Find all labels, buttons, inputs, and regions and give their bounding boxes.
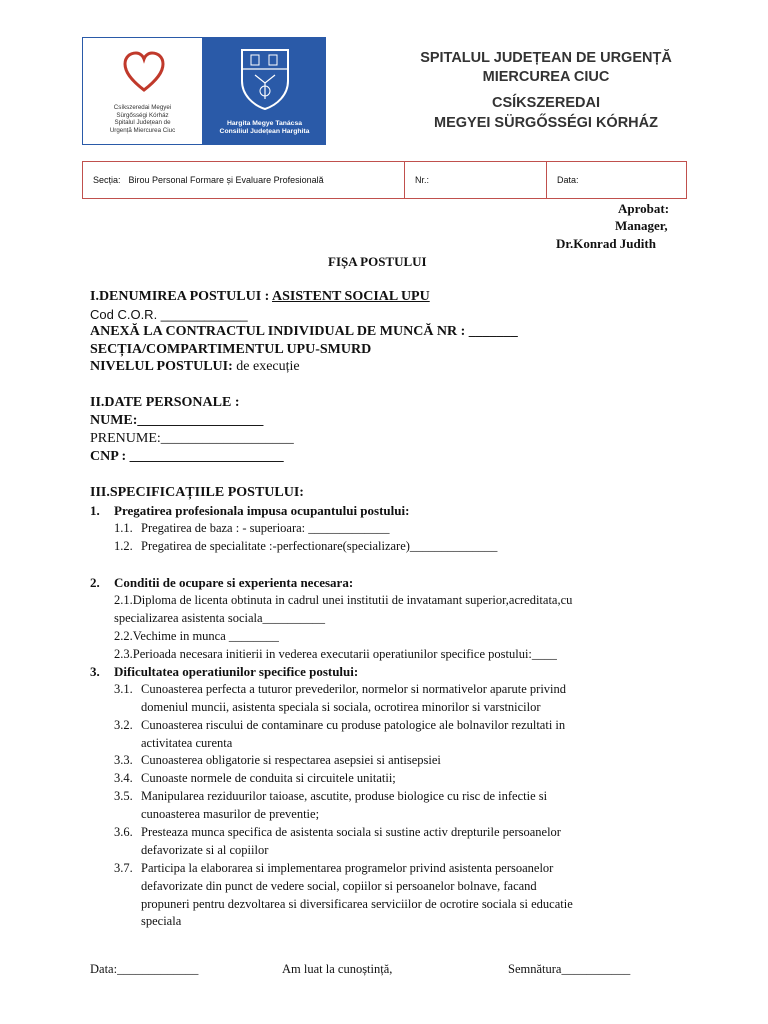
coat-of-arms-icon: [239, 47, 291, 111]
item-2-2-text: 2.2.Vechime in munca ________: [114, 629, 279, 643]
nr-cell: [405, 162, 547, 198]
job-title: ASISTENT SOCIAL UPU: [272, 289, 430, 304]
sectia-value: Birou Personal Formare și Evaluare Profesională: [128, 175, 324, 185]
footer-date: Data:_____________: [90, 962, 199, 976]
item-3-2-text-cont: activitatea curenta: [141, 736, 233, 750]
cod-cor: Cod C.O.R. ____________: [90, 307, 248, 322]
section2-heading: II.DATE PERSONALE :: [90, 395, 240, 410]
item-3-6-number: 3.6.: [114, 825, 133, 839]
item-3-5-text: Manipularea reziduurilor taioase, ascutite, produse biologice cu risc de infectie si: [141, 789, 548, 803]
item-1-1-text: Pregatirea de baza : - superioara: _____________: [141, 521, 390, 535]
section1-heading: [90, 289, 430, 305]
subsection1-number: 1.: [90, 503, 100, 518]
data-label: Data:: [557, 175, 579, 185]
hospital-name-ro-line1: SPITALUL JUDEȚEAN DE URGENȚĂ: [420, 50, 672, 66]
item-3-7-text-cont2: propuneri pentru dezvoltarea si diversificarea serviciilor de ocrotire sociala si educatie: [141, 897, 573, 911]
item-3-6-text-cont: defavorizate si al copiilor: [141, 843, 269, 857]
item-1-2-number: 1.2.: [114, 539, 133, 553]
section1-heading-label: I.DENUMIREA POSTULUI :: [90, 289, 273, 304]
heart-icon: [121, 50, 167, 96]
approval-role: Manager,: [615, 218, 668, 233]
page-title: FIȘA POSTULUI: [328, 254, 427, 269]
item-3-3-text: Cunoasterea obligatorie si respectarea asepsiei si antisepsiei: [141, 753, 441, 767]
county-council-logo-text: Hargita Megye Tanácsa Consiliul Județean Harghita: [219, 120, 310, 135]
item-3-5-number: 3.5.: [114, 789, 133, 803]
item-3-2-number: 3.2.: [114, 718, 133, 732]
item-3-1-text: Cunoasterea perfecta a tuturor prevederilor, normelor si normativelor aparute privind: [141, 682, 567, 696]
item-2-1-text-cont: specializarea asistenta sociala__________: [114, 611, 326, 625]
item-3-5-text-cont: cunoasterea masurilor de preventie;: [141, 807, 320, 821]
sectia-compartiment: SECȚIA/COMPARTIMENTUL UPU-SMURD: [90, 342, 372, 357]
sectia-label: Secția:: [93, 175, 121, 185]
item-3-2-text: Cunoasterea riscului de contaminare cu produse patologice ale bolnavilor rezultati in: [141, 718, 566, 732]
item-3-3-number: 3.3.: [114, 753, 133, 767]
section3-heading: III.SPECIFICAȚIILE POSTULUI:: [90, 485, 304, 500]
prenume-field: PRENUME:___________________: [90, 431, 294, 446]
subsection2-number: 2.: [90, 575, 100, 590]
nivel-postului: [90, 359, 300, 375]
item-3-4-text: Cunoaste normele de conduita si circuitele unitatii;: [141, 771, 396, 785]
footer-signature: Semnătura___________: [508, 962, 631, 976]
item-3-1-text-cont: domeniul muncii, asistenta speciala si sociala, ocrotirea minorilor si varstnicilor: [141, 700, 541, 714]
item-3-1-number: 3.1.: [114, 682, 133, 696]
subsection3-number: 3.: [90, 664, 100, 679]
sectia-cell: [83, 162, 405, 198]
item-1-2-text: Pregatirea de specialitate :-perfectionare(specializare)______________: [141, 539, 498, 553]
nivel-value: de execuție: [232, 359, 300, 374]
anexa-contract: ANEXĂ LA CONTRACTUL INDIVIDUAL DE MUNCĂ NR : _______: [90, 324, 518, 339]
hospital-name-hu-line1: CSÍKSZEREDAI: [492, 95, 600, 111]
item-3-4-number: 3.4.: [114, 771, 133, 785]
approval-name: Dr.Konrad Judith: [556, 236, 656, 251]
subsection1-title: Pregatirea profesionala impusa ocupantului postului:: [114, 503, 410, 518]
nume-field: NUME:__________________: [90, 413, 264, 428]
item-1-1-number: 1.1.: [114, 521, 133, 535]
data-cell: [547, 162, 686, 198]
item-3-7-text-cont1: defavorizate din punct de vedere social, copiilor si persoanelor bolnave, facand: [141, 879, 537, 893]
hospital-logo: [82, 37, 203, 145]
hospital-logo-text: Csíkszeredai Megyei Sürgősségi Kórház Spitalul Județean de Urgență Miercurea Ciuc: [109, 104, 176, 134]
nr-label: Nr.:: [415, 175, 430, 185]
hospital-name-ro-line2: MIERCUREA CIUC: [482, 69, 610, 85]
subsection2-title: Conditii de ocupare si experienta necesara:: [114, 575, 354, 590]
hospital-name-hu-line2: MEGYEI SÜRGŐSSÉGI KÓRHÁZ: [434, 115, 658, 131]
nivel-label: NIVELUL POSTULUI:: [90, 359, 233, 374]
footer-acknowledged: Am luat la cunoștință,: [282, 962, 393, 976]
item-3-7-text-cont3: speciala: [141, 914, 182, 928]
item-2-3-text: 2.3.Perioada necesara initierii in vederea executarii operatiunilor specifice postului:____: [114, 647, 557, 661]
subsection3-title: Dificultatea operatiunilor specifice postului:: [114, 664, 359, 679]
item-3-7-number: 3.7.: [114, 861, 133, 875]
item-3-6-text: Presteaza munca specifica de asistenta sociala si sustine activ drepturile persoanelor: [141, 825, 561, 839]
document-info-table: [82, 161, 687, 199]
item-3-7-text: Participa la elaborarea si implementarea programelor privind asistenta persoanelor: [141, 861, 554, 875]
cnp-field: CNP : ______________________: [90, 449, 284, 464]
approval-label: Aprobat:: [618, 201, 670, 216]
item-2-1-text: 2.1.Diploma de licenta obtinuta in cadrul unei institutii de invatamant superior,acreditata,cu: [114, 593, 573, 607]
county-council-logo: [203, 37, 326, 145]
